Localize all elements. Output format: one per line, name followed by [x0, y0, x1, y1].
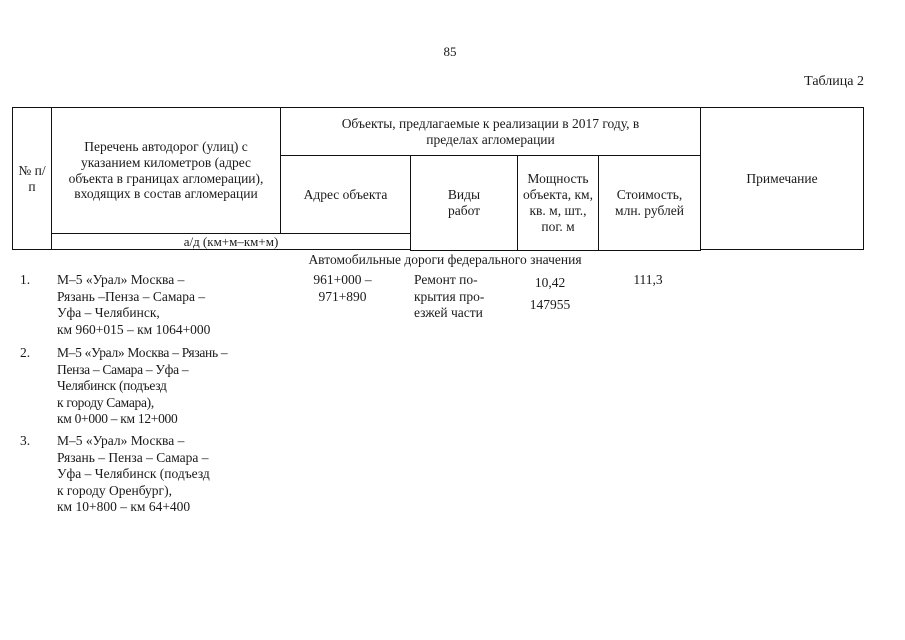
- road-line: Пенза – Самара – Уфа –: [57, 361, 189, 377]
- road-line: к городу Оренбург),: [57, 482, 172, 498]
- header-cost: Стоимость, млн. рублей: [598, 155, 701, 251]
- row-capacity: [515, 272, 585, 315]
- work-line: Ремонт по-: [414, 272, 478, 287]
- page-number: 85: [443, 44, 457, 59]
- road-line: Уфа – Челябинск (подъезд: [57, 466, 210, 482]
- table-header: [12, 107, 864, 250]
- road-line: М–5 «Урал» Москва –: [57, 272, 185, 287]
- capacity-line: 147955: [529, 296, 571, 312]
- header-road-list-sub: а/д (км+м–км+м): [51, 233, 411, 250]
- road-line: Рязань –Пенза – Самара –: [57, 288, 206, 304]
- header-num: № п/п: [12, 107, 52, 250]
- address-line: 961+000 –: [313, 272, 372, 287]
- road-line: Челябинск (подъезд: [57, 378, 167, 394]
- row-road: [57, 433, 272, 516]
- header-note: Примечание: [700, 107, 864, 250]
- header-road-list: Перечень автодорог (улиц) с указанием километров (адрес объекта в границах агломерации), входящих в состав агломерации: [51, 107, 281, 234]
- road-line: М–5 «Урал» Москва – Рязань –: [57, 345, 228, 360]
- road-line: М–5 «Урал» Москва –: [57, 433, 185, 448]
- header-address: Адрес объекта: [280, 155, 411, 234]
- row-number: 1.: [20, 272, 31, 287]
- row-work-type: [414, 272, 504, 322]
- row-address: [300, 272, 385, 305]
- address-line: 971+890: [318, 288, 367, 304]
- header-capacity: Мощность объекта, км, кв. м, шт., пог. м: [517, 155, 599, 251]
- road-line: км 960+015 – км 1064+000: [57, 321, 211, 337]
- header-objects: Объекты, предлагаемые к реализации в 2017 году, в пределах агломерации: [280, 107, 701, 156]
- row-road: [57, 272, 272, 338]
- header-work-type: Виды работ: [410, 155, 518, 251]
- row-number: 2.: [20, 345, 31, 360]
- capacity-line: 10,42: [534, 275, 566, 290]
- road-line: км 10+800 – км 64+400: [57, 499, 191, 515]
- section-title: Автомобильные дороги федерального значения: [308, 252, 582, 267]
- road-line: Уфа – Челябинск,: [57, 305, 160, 321]
- work-line: крытия про-: [414, 288, 485, 304]
- row-cost: 111,3: [633, 272, 663, 287]
- road-line: км 0+000 – км 12+000: [57, 411, 178, 427]
- row-road: [57, 345, 272, 428]
- road-line: к городу Самара),: [57, 394, 154, 410]
- table-label: Таблица 2: [804, 74, 864, 89]
- work-line: езжей части: [414, 305, 483, 321]
- row-number: 3.: [20, 433, 31, 448]
- road-line: Рязань – Пенза – Самара –: [57, 449, 209, 465]
